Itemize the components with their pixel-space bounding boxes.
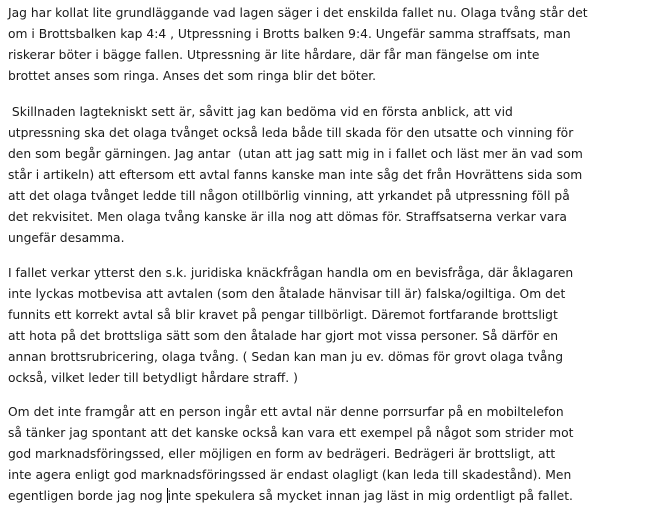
text-line: inte lyckas motbevisa att avtalen (som den åtalade hänvisar till är) falska/ogiltiga. Om det [8, 287, 566, 301]
text-line: det rekvisitet. Men olaga tvång kanske är illa nog att dömas för. Straffsatserna verkar vara [8, 210, 567, 224]
text-line: så tänker jag spontant att det kanske också kan vara ett exempel på något som strider mot [8, 426, 574, 440]
text-line: Jag har kollat lite grundläggande vad lagen säger i det enskilda fallet nu. Olaga tvång står det [8, 6, 588, 20]
text-line: inte agera enligt god marknadsföringssed är endast olagligt (kan leda till skadestånd). Men [8, 468, 572, 482]
text-before-cursor: egentligen borde jag nog [8, 489, 167, 503]
text-line: Skillnaden lagtekniskt sett är, såvitt jag kan bedöma vid en första anblick, att vid [8, 105, 513, 119]
text-line: den som begår gärningen. Jag antar (utan att jag satt mig in i fallet och läst mer än vad som [8, 147, 583, 161]
text-line: om i Brottsbalken kap 4:4 , Utpressning i Brotts balken 9:4. Ungefär samma straffsats, man [8, 27, 571, 41]
text-line-with-cursor [8, 486, 655, 507]
paragraph-spacing [0, 389, 659, 402]
text-line: god marknadsföringssed, eller möjligen en form av bedrägeri. Bedrägeri är brottsligt, att [8, 447, 556, 461]
text-line: står i artikeln) att eftersom ett avtal fanns kanske man inte såg det från Hovrättens sida som [8, 168, 583, 182]
text-line: utpressning ska det olaga tvånget också leda både till skada för den utsatte och vinning för [8, 126, 574, 140]
text-line: riskerar böter i bägge fallen. Utpressning är lite hårdare, där får man fängelse om inte [8, 48, 540, 62]
text-line: att det olaga tvånget ledde till någon otillbörlig vinning, att yrkandet på utpressning föll på [8, 189, 570, 203]
text-line: annan brottsrubricering, olaga tvång. ( Sedan kan man ju ev. dömas för grovt olaga tvång [8, 350, 564, 364]
text-line: I fallet verkar ytterst den s.k. juridiska knäckfrågan handla om en bevisfråga, där åklagaren [8, 266, 574, 280]
paragraph-3 [0, 263, 659, 389]
text-line: ungefär desamma. [8, 231, 125, 245]
text-line: brottet anses som ringa. Anses det som ringa blir det böter. [8, 69, 377, 83]
paragraph-4 [0, 402, 659, 507]
paragraph-1 [0, 0, 659, 87]
text-line: Om det inte framgår att en person ingår ett avtal när denne porrsurfar på en mobiltelefon [8, 405, 564, 419]
text-after-cursor: inte spekulera så mycket innan jag läst in mig ordentligt på fallet. [167, 489, 573, 503]
paragraph-spacing [0, 87, 659, 102]
text-line: att hota på det brottsliga sätt som den åtalade har gjort mot vissa personer. Så därför en [8, 329, 559, 343]
text-line: funnits ett korrekt avtal så blir kravet på pengar tillbörligt. Däremot fortfarande brottsligt [8, 308, 558, 322]
text-line: också, vilket leder till betydligt hårdare straff. ) [8, 371, 298, 385]
paragraph-2 [0, 102, 659, 249]
paragraph-spacing [0, 249, 659, 263]
